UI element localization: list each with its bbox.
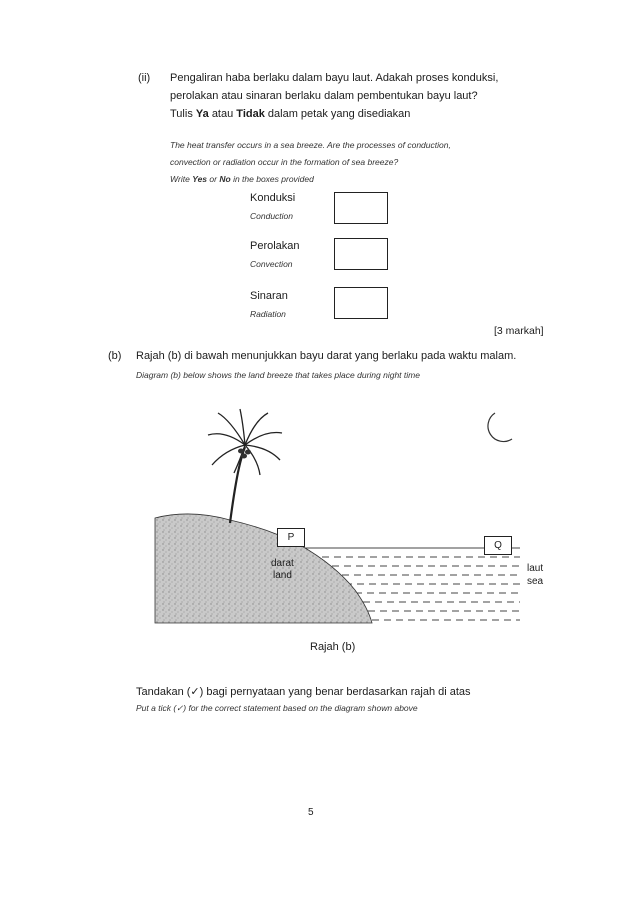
instruction-no-word: No xyxy=(219,174,231,184)
tick-instruction-ms: Tandakan (✓) bagi pernyataan yang benar berdasarkan rajah di atas xyxy=(136,686,471,698)
instruction-text: or xyxy=(209,174,217,184)
sea-label-en: sea xyxy=(527,576,544,587)
question-ii-en-line3 xyxy=(170,174,314,184)
land-label-ms: darat xyxy=(271,558,294,569)
question-number-b: (b) xyxy=(108,350,122,362)
label-box-p: P xyxy=(277,528,305,547)
question-ii-ms-line2: perolakan atau sinaran berlaku dalam pembentukan bayu laut? xyxy=(170,90,478,102)
item-label-conduction-en: Conduction xyxy=(250,211,294,221)
page-number: 5 xyxy=(308,807,314,818)
instruction-text: in the boxes provided xyxy=(233,174,314,184)
instruction-no-word: Tidak xyxy=(236,108,265,120)
instruction-text: atau xyxy=(211,108,234,120)
instruction-text: Write xyxy=(170,174,190,184)
palm-tree-icon xyxy=(208,409,282,523)
land-area xyxy=(155,514,372,623)
question-ii-en-line2: convection or radiation occur in the formation of sea breeze? xyxy=(170,157,399,167)
land-label-en: land xyxy=(273,570,292,581)
moon-icon xyxy=(488,413,512,442)
item-label-radiation: Sinaran xyxy=(250,290,288,302)
question-b-en-line: Diagram (b) below shows the land breeze that takes place during night time xyxy=(136,370,420,380)
answer-box-radiation[interactable] xyxy=(334,287,388,319)
item-label-radiation-en: Radiation xyxy=(250,309,286,319)
question-b-ms-line: Rajah (b) di bawah menunjukkan bayu darat yang berlaku pada waktu malam. xyxy=(136,350,517,362)
instruction-yes-word: Ya xyxy=(195,108,209,120)
question-ii-en-line1: The heat transfer occurs in a sea breeze. Are the processes of conduction, xyxy=(170,140,451,150)
marks-label: [3 markah] xyxy=(494,325,544,337)
question-ii-ms-line1: Pengaliran haba berlaku dalam bayu laut. Adakah proses konduksi, xyxy=(170,72,499,84)
item-label-convection: Perolakan xyxy=(250,240,300,252)
item-label-convection-en: Convection xyxy=(250,259,293,269)
label-box-q: Q xyxy=(484,536,512,555)
land-breeze-diagram xyxy=(150,405,530,630)
tick-instruction-en: Put a tick (✓) for the correct statement based on the diagram shown above xyxy=(136,703,418,713)
question-number-ii: (ii) xyxy=(138,72,151,84)
sea-label-ms: laut xyxy=(527,563,544,574)
instruction-yes-word: Yes xyxy=(192,174,208,184)
question-ii-ms-line3 xyxy=(170,108,410,120)
item-label-conduction: Konduksi xyxy=(250,192,296,204)
answer-box-convection[interactable] xyxy=(334,238,388,270)
instruction-text: dalam petak yang disediakan xyxy=(267,108,411,120)
instruction-text: Tulis xyxy=(170,108,193,120)
diagram-caption: Rajah (b) xyxy=(310,641,356,653)
answer-box-conduction[interactable] xyxy=(334,192,388,224)
